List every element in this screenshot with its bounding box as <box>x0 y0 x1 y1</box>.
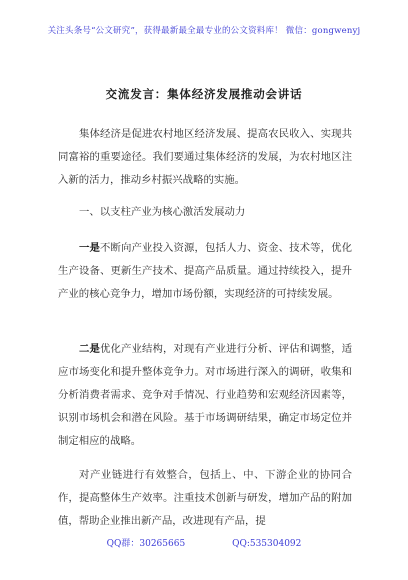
paragraph-point-1 <box>58 237 352 306</box>
point-1-lead: 一是 <box>79 242 101 254</box>
point-2-lead: 二是 <box>79 343 101 355</box>
footer-contacts <box>0 536 408 549</box>
paragraph-industry-chain: 对产业链进行有效整合，包括上、中、下游企业的协同合作，提高整体生产效率。注重技术创新与研发，增加产品的附加值，帮助企业推出新产品，改进现有产品，提 <box>58 469 352 527</box>
point-2-text: 优化产业结构，对现有产业进行分析、评估和调整，适应市场变化和提升整体竞争力。对市场进行深入的调研，收集和分析消费者需求、竞争对手情况、行业趋势和宏观经济因素等，识别市场机会和潜在风险。基于市场调研结果，确定市场定位并制定相应的战略。 <box>58 343 353 447</box>
paragraph-point-2 <box>58 338 352 453</box>
footer-qq-group: QQ群：30265665 <box>106 539 186 549</box>
document-title: 交流发言：集体经济发展推动会讲话 <box>105 87 303 101</box>
paragraph-intro: 集体经济是促进农村地区经济发展、提高农民收入、实现共同富裕的重要途径。我们要通过集体经济的发展，为农村地区注入新的活力，推动乡村振兴战略的实施。 <box>58 128 352 186</box>
footer-qq-number: QQ:535304092 <box>232 539 302 549</box>
header-promo-note: 关注头条号“公文研究”，获得最新最全最专业的公文资料库！ 微信：gongwenyj <box>47 26 361 36</box>
point-1-text: 不断向产业投入资源，包括人力、资金、技术等，优化生产设备、更新生产技术、提高产品质量。通过持续投入，提升产业的核心竞争力，增加市场份额，实现经济的可持续发展。 <box>58 242 353 300</box>
section-heading-1: 一、以支柱产业为核心激活发展动力 <box>79 206 246 218</box>
